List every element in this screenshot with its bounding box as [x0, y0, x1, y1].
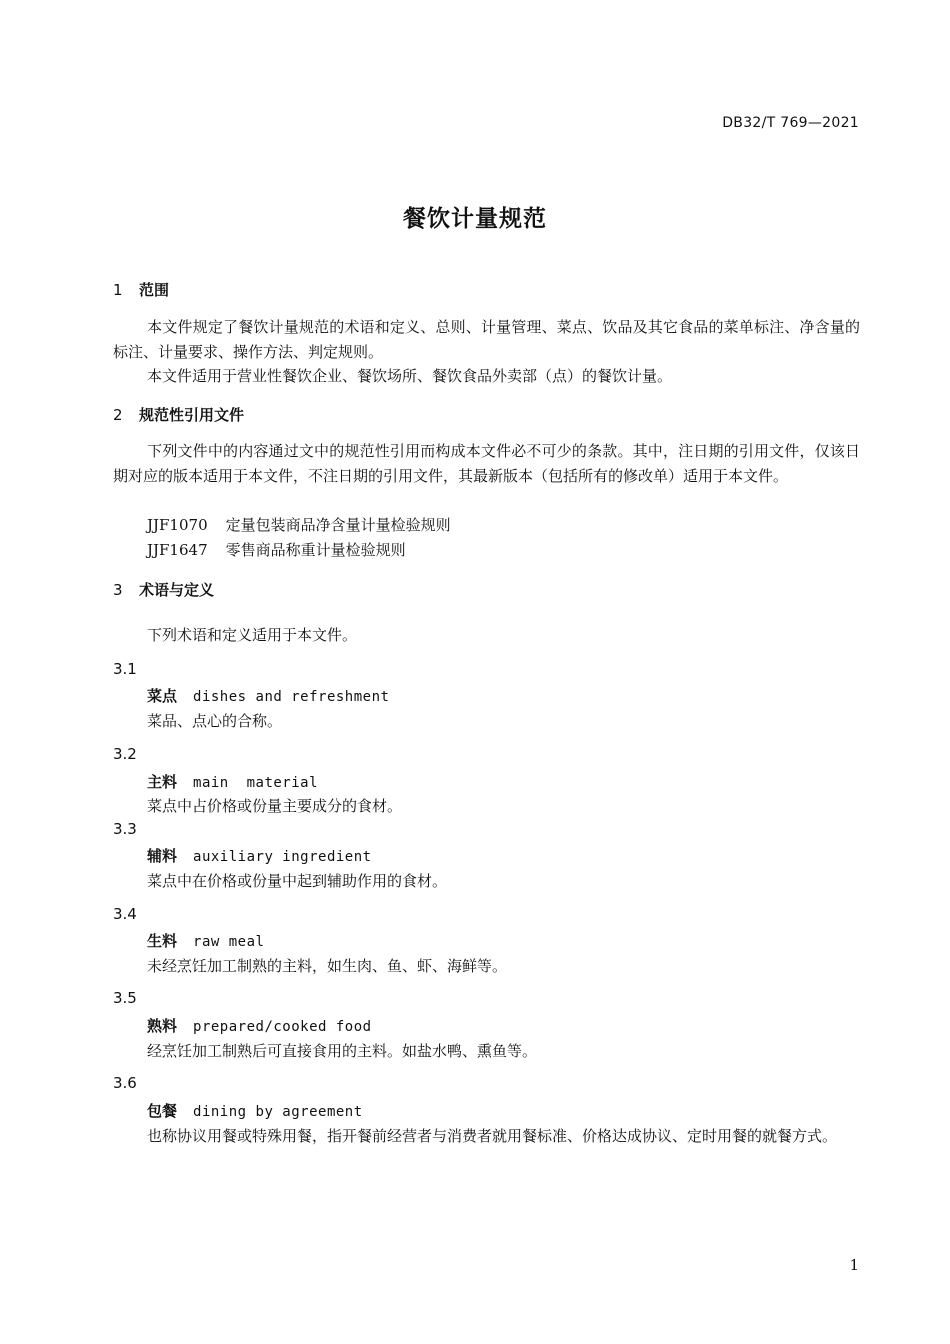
term-heading: [147, 1015, 372, 1036]
reference-code: JJF1070: [147, 516, 208, 534]
term-definition: 菜点中占价格或份量主要成分的食材。: [147, 797, 403, 815]
reference-title: 零售商品称重计量检验规则: [225, 541, 406, 559]
document-code: DB32/T 769—2021: [722, 115, 859, 131]
term-en: auxiliary ingredient: [193, 849, 372, 865]
term-en: dining by agreement: [193, 1104, 363, 1120]
section-title: 范围: [139, 281, 170, 299]
section-title: 术语与定义: [139, 581, 215, 599]
term-en: prepared/cooked food: [193, 1019, 372, 1035]
term-zh: 辅料: [147, 847, 178, 865]
term-number: 3.6: [113, 1074, 137, 1092]
term-number: 3.3: [113, 820, 137, 838]
term-heading: [147, 1100, 363, 1121]
paragraph-scope-1: [113, 315, 860, 365]
term-heading: [147, 930, 264, 951]
section-heading-refs: [113, 404, 244, 425]
term-definition: 菜点中在价格或份量中起到辅助作用的食材。: [147, 872, 448, 890]
term-number: 3.2: [113, 745, 137, 763]
term-definition: [113, 1124, 860, 1149]
section-title: 规范性引用文件: [139, 406, 245, 424]
page-number: 1: [849, 1256, 859, 1274]
term-zh: 生料: [147, 932, 178, 950]
paragraph-text: 本文件适用于营业性餐饮企业、餐饮场所、餐饮食品外卖部（点）的餐饮计量。: [147, 367, 673, 385]
term-number: 3.4: [113, 905, 137, 923]
reference-code: JJF1647: [147, 541, 208, 559]
term-zh: 菜点: [147, 687, 178, 705]
term-zh: 包餐: [147, 1102, 178, 1120]
term-heading: [147, 685, 389, 706]
section-heading-scope: [113, 279, 169, 300]
term-number: 3.5: [113, 989, 137, 1007]
term-en: main material: [193, 775, 319, 791]
document-title: 餐饮计量规范: [403, 206, 547, 232]
term-number: 3.1: [113, 660, 137, 678]
paragraph-scope-2: [113, 364, 860, 389]
term-heading: [147, 771, 318, 792]
term-definition: 经烹饪加工制熟后可直接食用的主料。如盐水鸭、熏鱼等。: [147, 1042, 538, 1060]
reference-item: [147, 539, 406, 560]
term-heading: [147, 845, 372, 866]
term-zh: 熟料: [147, 1017, 178, 1035]
paragraph-refs-1: [113, 439, 860, 489]
term-zh: 主料: [147, 773, 178, 791]
paragraph-terms-intro: 下列术语和定义适用于本文件。: [147, 626, 358, 644]
paragraph-text: 本文件规定了餐饮计量规范的术语和定义、总则、计量管理、菜点、饮品及其它食品的菜单标注、净含量的标注、计量要求、操作方法、判定规则。: [113, 318, 860, 361]
section-number: 3: [113, 581, 123, 599]
paragraph-text: 也称协议用餐或特殊用餐，指开餐前经营者与消费者就用餐标准、价格达成协议、定时用餐的就餐方式。: [147, 1127, 838, 1145]
term-en: dishes and refreshment: [193, 689, 390, 705]
term-en: raw meal: [193, 934, 265, 950]
reference-item: [147, 514, 451, 535]
paragraph-text: 下列文件中的内容通过文中的规范性引用而构成本文件必不可少的条款。其中，注日期的引用文件，仅该日期对应的版本适用于本文件，不注日期的引用文件，其最新版本（包括所有的修改单）适用于本文件。: [113, 442, 860, 485]
term-definition: 菜品、点心的合称。: [147, 712, 283, 730]
term-definition: 未经烹饪加工制熟的主料，如生肉、鱼、虾、海鲜等。: [147, 957, 508, 975]
section-number: 1: [113, 281, 123, 299]
section-heading-terms: [113, 579, 214, 600]
section-number: 2: [113, 406, 123, 424]
reference-title: 定量包装商品净含量计量检验规则: [225, 516, 451, 534]
